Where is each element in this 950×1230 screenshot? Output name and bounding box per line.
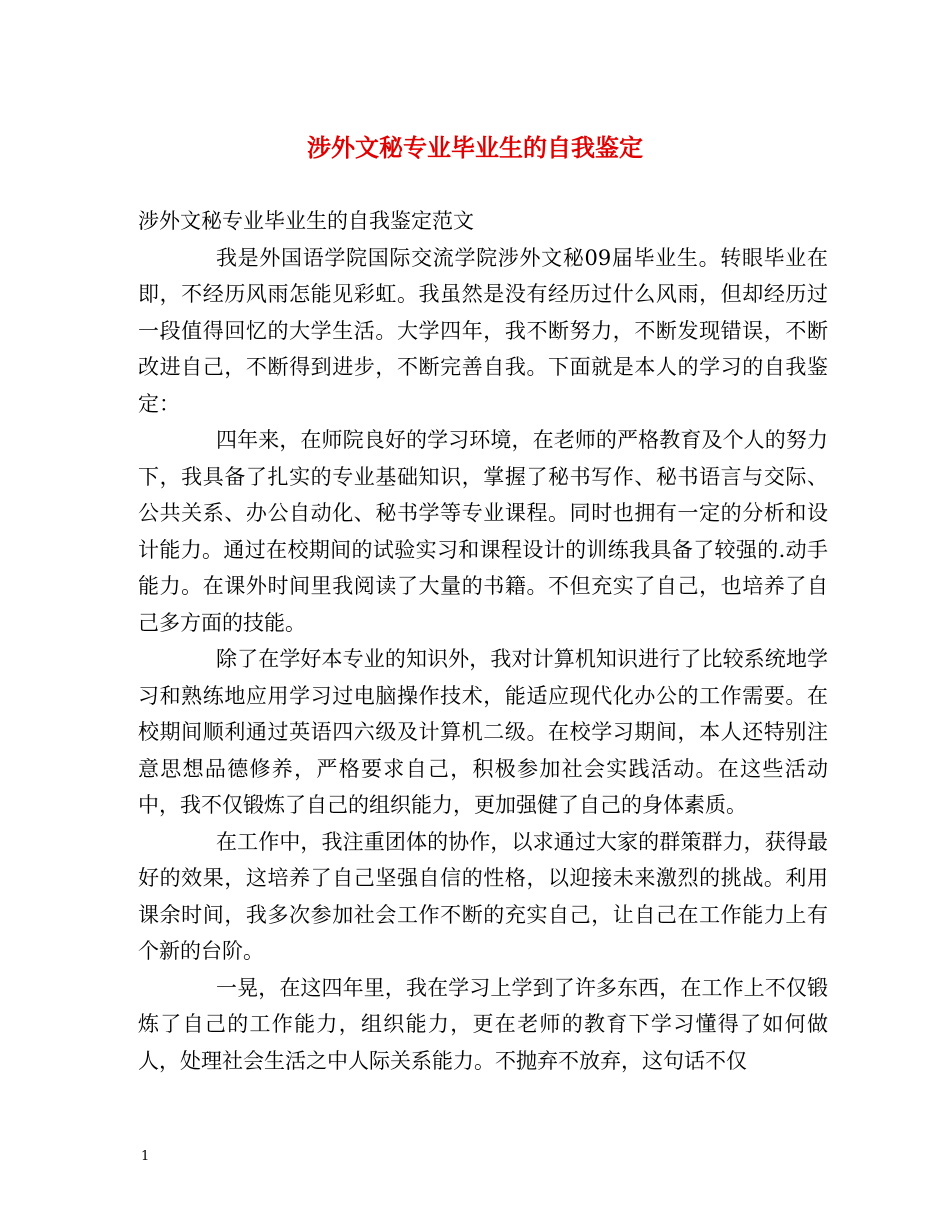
page-number: 1: [141, 1149, 150, 1164]
paragraph-teamwork: 在工作中，我注重团体的协作，以求通过大家的群策群力，获得最好的效果，这培养了自己坚强自信的性格，以迎接未来激烈的挑战。利用课余时间，我多次参加社会工作不断的充实自己，让自己在工作能力上有个新的台阶。: [138, 829, 828, 963]
paragraph-summary: 一晃，在这四年里，我在学习上学到了许多东西，在工作上不仅锻炼了自己的工作能力，组织能力，更在老师的教育下学习懂得了如何做人，处理社会生活之中人际关系能力。不抛弃不放弃，这句话不仅: [138, 975, 828, 1073]
document-title: 涉外文秘专业毕业生的自我鉴定: [307, 133, 643, 162]
paragraph-study: 四年来，在师院良好的学习环境，在老师的严格教育及个人的努力下，我具备了扎实的专业基础知识，掌握了秘书写作、秘书语言与交际、公共关系、办公自动化、秘书学等专业课程。同时也拥有一定的分析和设计能力。通过在校期间的试验实习和课程设计的训练我具备了较强的.动手能力。在课外时间里我阅读了大量的书籍。不但充实了自己，也培养了自己多方面的技能。: [138, 428, 828, 635]
paragraph-skills: 除了在学好本专业的知识外，我对计算机知识进行了比较系统地学习和熟练地应用学习过电脑操作技术，能适应现代化办公的工作需要。在校期间顺利通过英语四六级及计算机二级。在校学习期间，本人还特别注意思想品德修养，严格要求自己，积极参加社会实践活动。在这些活动中，我不仅锻炼了自己的组织能力，更加强健了自己的身体素质。: [138, 647, 828, 817]
document-body: [138, 203, 828, 1079]
document-subtitle: 涉外文秘专业毕业生的自我鉴定范文: [138, 209, 474, 233]
paragraph-intro: 我是外国语学院国际交流学院涉外文秘09届毕业生。转眼毕业在即，不经历风雨怎能见彩虹。我虽然是没有经历过什么风雨，但却经历过一段值得回忆的大学生活。大学四年，我不断努力，不断发现错误，不断改进自己，不断得到进步，不断完善自我。下面就是本人的学习的自我鉴定：: [138, 245, 828, 416]
